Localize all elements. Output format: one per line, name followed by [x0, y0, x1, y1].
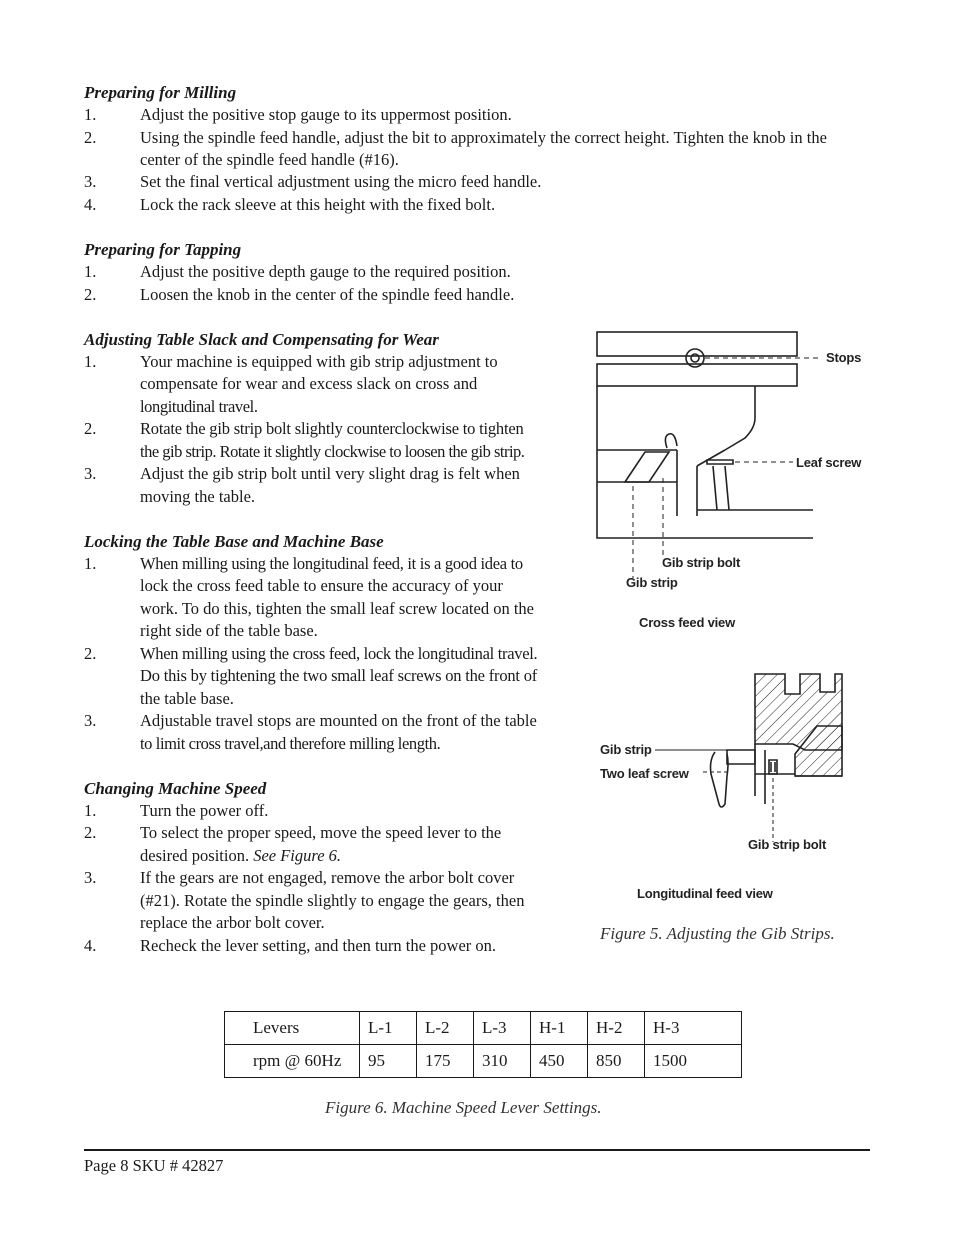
page-footer: Page 8 SKU # 42827 — [84, 1156, 224, 1175]
table-cell: L-3 — [474, 1012, 531, 1045]
label-stops: Stops — [826, 350, 862, 365]
figure-reference: See Figure 6. — [253, 846, 342, 865]
table-cell: 175 — [417, 1045, 474, 1078]
section-title-speed: Changing Machine Speed — [84, 779, 267, 798]
table-cell: 310 — [474, 1045, 531, 1078]
speed-table — [224, 1011, 742, 1078]
table-cell: 1500 — [645, 1045, 742, 1078]
label-leaf-screw: Leaf screw — [796, 455, 862, 470]
label-gib-strip-top: Gib strip — [626, 575, 678, 590]
table-cell: L-2 — [417, 1012, 474, 1045]
figure5-caption: Figure 5. Adjusting the Gib Strips. — [600, 924, 835, 943]
table-cell: H-2 — [588, 1012, 645, 1045]
section-title-milling: Preparing for Milling — [84, 83, 237, 102]
table-cell: L-1 — [360, 1012, 417, 1045]
label-gib-strip-bottom: Gib strip — [600, 742, 652, 757]
table-cell: 450 — [531, 1045, 588, 1078]
footer-divider — [84, 1149, 870, 1151]
label-longitudinal-feed-view: Longitudinal feed view — [637, 886, 773, 901]
section-title-slack: Adjusting Table Slack and Compensating for Wear — [84, 330, 439, 349]
label-gib-strip-bolt-bottom: Gib strip bolt — [748, 837, 827, 852]
table-row — [225, 1045, 742, 1078]
table-cell: rpm @ 60Hz — [225, 1045, 360, 1078]
label-two-leaf-screw: Two leaf screw — [600, 766, 689, 781]
table-row — [225, 1012, 742, 1045]
section-title-tapping: Preparing for Tapping — [84, 240, 242, 259]
table-cell: 850 — [588, 1045, 645, 1078]
table-cell: Levers — [225, 1012, 360, 1045]
section-title-locking: Locking the Table Base and Machine Base — [84, 532, 384, 551]
figure6-caption: Figure 6. Machine Speed Lever Settings. — [325, 1098, 602, 1117]
table-cell: H-1 — [531, 1012, 588, 1045]
table-cell: 95 — [360, 1045, 417, 1078]
label-cross-feed-view: Cross feed view — [639, 615, 735, 630]
label-gib-strip-bolt-top: Gib strip bolt — [662, 555, 741, 570]
table-cell: H-3 — [645, 1012, 742, 1045]
